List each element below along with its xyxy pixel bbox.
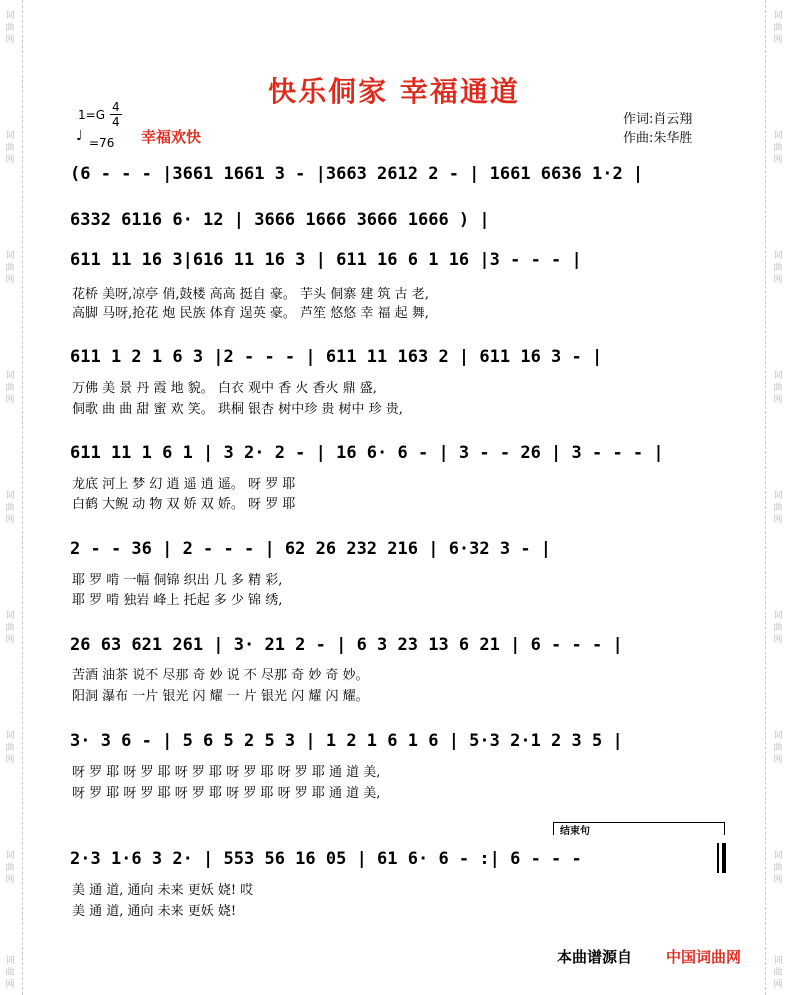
lyric-line: 呀 罗 耶 呀 罗 耶 呀 罗 耶 呀 罗 耶 呀 罗 耶 通 道 美, <box>72 786 381 801</box>
edge-watermark: 词曲网 <box>773 956 783 990</box>
lyricist-credit: 作词:肖云翔 <box>623 112 693 127</box>
edge-watermark: 词曲网 <box>773 11 783 45</box>
notation-line: 2 - - 36 | 2 - - - | 62 26 232 216 | 6·32 3 - | <box>70 539 552 559</box>
lyric-line: 耶 罗 啃 独岩 峰上 托起 多 少 锦 绣, <box>72 593 283 608</box>
time-signature-top: 4 <box>112 100 120 114</box>
final-barline <box>717 843 719 873</box>
source-prefix: 本曲谱源自 <box>557 948 633 966</box>
right-margin-line <box>765 0 766 995</box>
time-signature-bottom: 4 <box>112 115 120 129</box>
time-signature <box>110 100 122 129</box>
lyric-line: 呀 罗 耶 呀 罗 耶 呀 罗 耶 呀 罗 耶 呀 罗 耶 通 道 美, <box>72 765 381 780</box>
edge-watermark: 词曲网 <box>773 851 783 885</box>
notation-line: 26 63 621 261 | 3· 21 2 - | 6 3 23 13 6 21 | 6 - - - | <box>70 635 623 655</box>
song-title: 快乐侗家 幸福通道 <box>268 75 520 108</box>
final-barline-thick <box>722 843 726 873</box>
source-site-link[interactable]: 中国词曲网 <box>666 948 742 966</box>
edge-watermark: 词曲网 <box>5 371 15 405</box>
edge-watermark: 词曲网 <box>773 491 783 525</box>
lyric-line: 万佛 美 景 丹 霞 地 貌。 白衣 观中 香 火 香火 鼎 盛, <box>72 381 377 396</box>
edge-watermark: 词曲网 <box>5 611 15 645</box>
lyric-line: 白鹤 大鲵 动 物 双 娇 双 娇。 呀 罗 耶 <box>72 497 296 512</box>
notation-line: 611 11 16 3|616 11 16 3 | 611 16 6 1 16 |3 - - - | <box>70 250 582 270</box>
lyric-line: 阳洞 瀑布 一片 银光 闪 耀 一 片 银光 闪 耀 闪 耀。 <box>72 689 369 704</box>
coda-label: 结束句 <box>560 826 590 837</box>
notation-line: 3· 3 6 - | 5 6 5 2 5 3 | 1 2 1 6 1 6 | 5·3 2·1 2 3 5 | <box>70 731 623 751</box>
edge-watermark: 词曲网 <box>5 131 15 165</box>
lyric-line: 龙底 河上 梦 幻 逍 遥 逍 遥。 呀 罗 耶 <box>72 477 296 492</box>
edge-watermark: 词曲网 <box>5 11 15 45</box>
edge-watermark: 词曲网 <box>5 491 15 525</box>
tempo-marking: =76 <box>89 136 115 150</box>
edge-watermark: 词曲网 <box>773 131 783 165</box>
edge-watermark: 词曲网 <box>773 371 783 405</box>
notation-line: (6 - - - |3661 1661 3 - |3663 2612 2 - | 1661 6636 1·2 | <box>70 164 644 184</box>
lyric-line: 美 通 道, 通向 未来 更妖 娆! <box>72 904 237 919</box>
composer-credit: 作曲:朱华胜 <box>623 131 693 146</box>
edge-watermark: 词曲网 <box>5 731 15 765</box>
lyric-line: 苦酒 油茶 说不 尽那 奇 妙 说 不 尽那 奇 妙 奇 妙。 <box>72 668 369 683</box>
key-signature: 1=G <box>78 108 105 122</box>
lyric-line: 美 通 道, 通向 未来 更妖 娆! 哎 <box>72 883 254 898</box>
lyric-line: 高脚 马呀,抢花 炮 民族 体育 逞英 豪。 芦笙 悠悠 幸 福 起 舞, <box>72 306 429 321</box>
notation-line: 611 11 1 6 1 | 3 2· 2 - | 16 6· 6 - | 3 - - 26 | 3 - - - | <box>70 443 664 463</box>
edge-watermark: 词曲网 <box>773 251 783 285</box>
edge-watermark: 词曲网 <box>5 851 15 885</box>
left-margin-line <box>22 0 23 995</box>
edge-watermark: 词曲网 <box>773 611 783 645</box>
edge-watermark: 词曲网 <box>773 731 783 765</box>
notation-line: 611 1 2 1 6 3 |2 - - - | 611 11 163 2 | 611 16 3 - | <box>70 347 603 367</box>
edge-watermark: 词曲网 <box>5 956 15 990</box>
expression-marking: 幸福欢快 <box>141 128 202 146</box>
notation-line: 6332 6116 6· 12 | 3666 1666 3666 1666 ) | <box>70 210 490 230</box>
lyric-line: 耶 罗 啃 一幅 侗锦 织出 几 多 精 彩, <box>72 573 283 588</box>
quarter-note-icon: ♩ <box>76 128 83 144</box>
notation-line: 2·3 1·6 3 2· | 553 56 16 05 | 61 6· 6 - :| 6 - - - <box>70 849 582 869</box>
lyric-line: 侗歌 曲 曲 甜 蜜 欢 笑。 珙桐 银杏 树中珍 贵 树中 珍 贵, <box>72 402 403 417</box>
lyric-line: 花桥 美呀,凉亭 俏,鼓楼 高高 挺自 豪。 芋头 侗寨 建 筑 古 老, <box>72 287 429 302</box>
edge-watermark: 词曲网 <box>5 251 15 285</box>
